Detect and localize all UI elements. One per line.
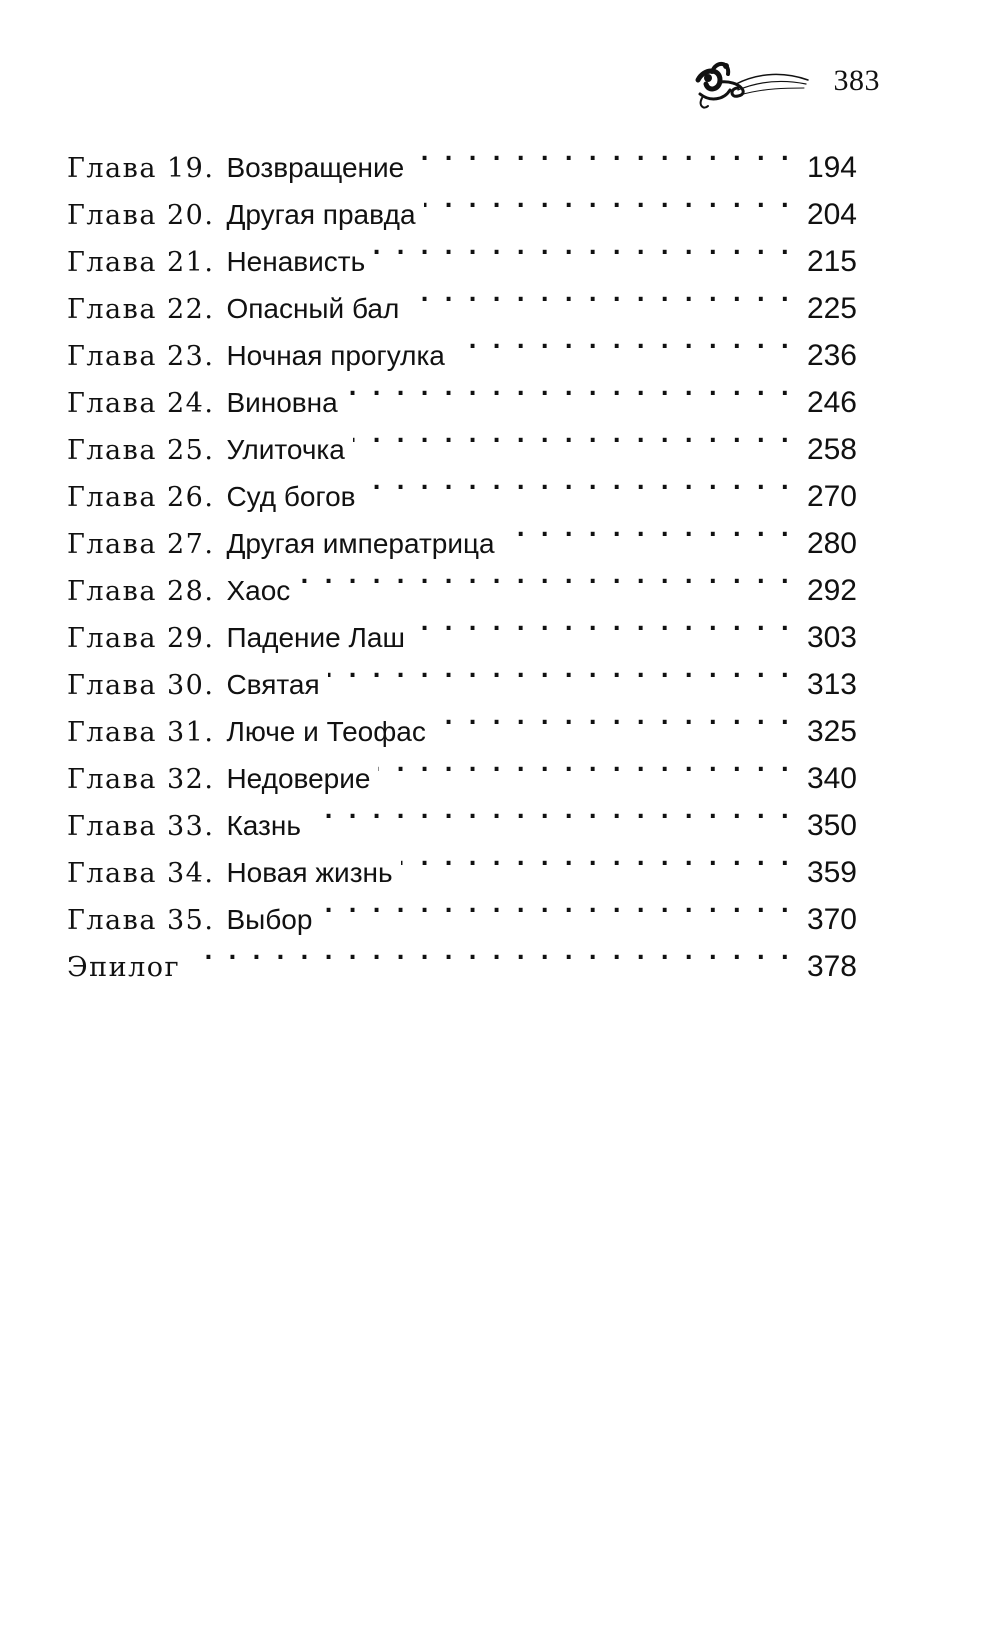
chapter-label: Глава 26. — [67, 482, 215, 513]
chapter-title: Люче и Теофас — [226, 716, 426, 747]
chapter-title: Улиточка — [226, 434, 345, 465]
chapter-title: Виновна — [226, 387, 338, 418]
chapter-label: Глава 24. — [67, 388, 215, 419]
chapter-title: Выбор — [226, 904, 313, 935]
chapter-page-number: 292 — [806, 574, 857, 607]
dot-leader — [424, 177, 793, 224]
dot-leader — [412, 130, 793, 177]
dot-leader — [188, 929, 793, 976]
chapter-label: Глава 25. — [67, 435, 215, 466]
chapter-label: Глава 35. — [67, 905, 215, 936]
dot-leader — [320, 882, 793, 929]
chapter-label: Глава 27. — [67, 529, 215, 560]
toc-entry — [67, 130, 857, 184]
chapter-label: Глава 30. — [67, 670, 215, 701]
chapter-page-number: 246 — [806, 386, 857, 419]
dot-leader — [401, 835, 793, 882]
table-of-contents — [67, 130, 857, 983]
dot-leader — [309, 788, 793, 835]
chapter-label: Глава 34. — [67, 858, 215, 889]
chapter-label: Эпилог — [67, 952, 181, 983]
chapter-page-number: 350 — [806, 809, 857, 842]
chapter-label: Глава 28. — [67, 576, 215, 607]
dot-leader — [373, 224, 793, 271]
chapter-label: Глава 33. — [67, 811, 215, 842]
chapter-page-number: 370 — [806, 903, 857, 936]
chapter-label: Глава 19. — [67, 153, 215, 184]
dot-leader — [434, 694, 793, 741]
chapter-page-number: 270 — [806, 480, 857, 513]
chapter-title: Ночная прогулка — [226, 340, 445, 371]
dot-leader — [378, 741, 793, 788]
flourish-ornament-icon — [690, 50, 810, 120]
dot-leader — [346, 365, 793, 412]
chapter-page-number: 225 — [806, 292, 857, 325]
chapter-title: Новая жизнь — [226, 857, 393, 888]
dot-leader — [503, 506, 793, 553]
chapter-title: Опасный бал — [226, 293, 400, 324]
chapter-page-number: 325 — [806, 715, 857, 748]
page-header — [690, 50, 880, 120]
dot-leader — [413, 600, 793, 647]
chapter-page-number: 340 — [806, 762, 857, 795]
chapter-page-number: 303 — [806, 621, 857, 654]
chapter-title: Возвращение — [226, 152, 405, 183]
chapter-label: Глава 21. — [67, 247, 215, 278]
chapter-title: Ненависть — [226, 246, 366, 277]
chapter-page-number: 215 — [806, 245, 857, 278]
chapter-title: Святая — [226, 669, 320, 700]
chapter-page-number: 204 — [806, 198, 857, 231]
chapter-page-number: 194 — [806, 151, 857, 184]
chapter-title: Падение Лаш — [226, 622, 405, 653]
page-number: 383 — [833, 64, 880, 97]
chapter-title: Недоверие — [226, 763, 371, 794]
chapter-title: Другая императрица — [226, 528, 495, 559]
chapter-title: Казнь — [226, 810, 301, 841]
chapter-label: Глава 29. — [67, 623, 215, 654]
dot-leader — [364, 459, 793, 506]
chapter-page-number: 280 — [806, 527, 857, 560]
dot-leader — [353, 412, 793, 459]
chapter-title: Суд богов — [226, 481, 356, 512]
chapter-page-number: 236 — [806, 339, 857, 372]
chapter-title: Другая правда — [226, 199, 416, 230]
chapter-label: Глава 22. — [67, 294, 215, 325]
chapter-page-number: 359 — [806, 856, 857, 889]
dot-leader — [407, 271, 793, 318]
chapter-label: Глава 31. — [67, 717, 215, 748]
chapter-label: Глава 32. — [67, 764, 215, 795]
dot-leader — [328, 647, 793, 694]
dot-leader — [298, 553, 793, 600]
chapter-page-number: 378 — [806, 950, 857, 983]
chapter-page-number: 313 — [806, 668, 857, 701]
chapter-label: Глава 20. — [67, 200, 215, 231]
chapter-label: Глава 23. — [67, 341, 215, 372]
dot-leader — [453, 318, 793, 365]
chapter-page-number: 258 — [806, 433, 857, 466]
chapter-title: Хаос — [226, 575, 291, 606]
